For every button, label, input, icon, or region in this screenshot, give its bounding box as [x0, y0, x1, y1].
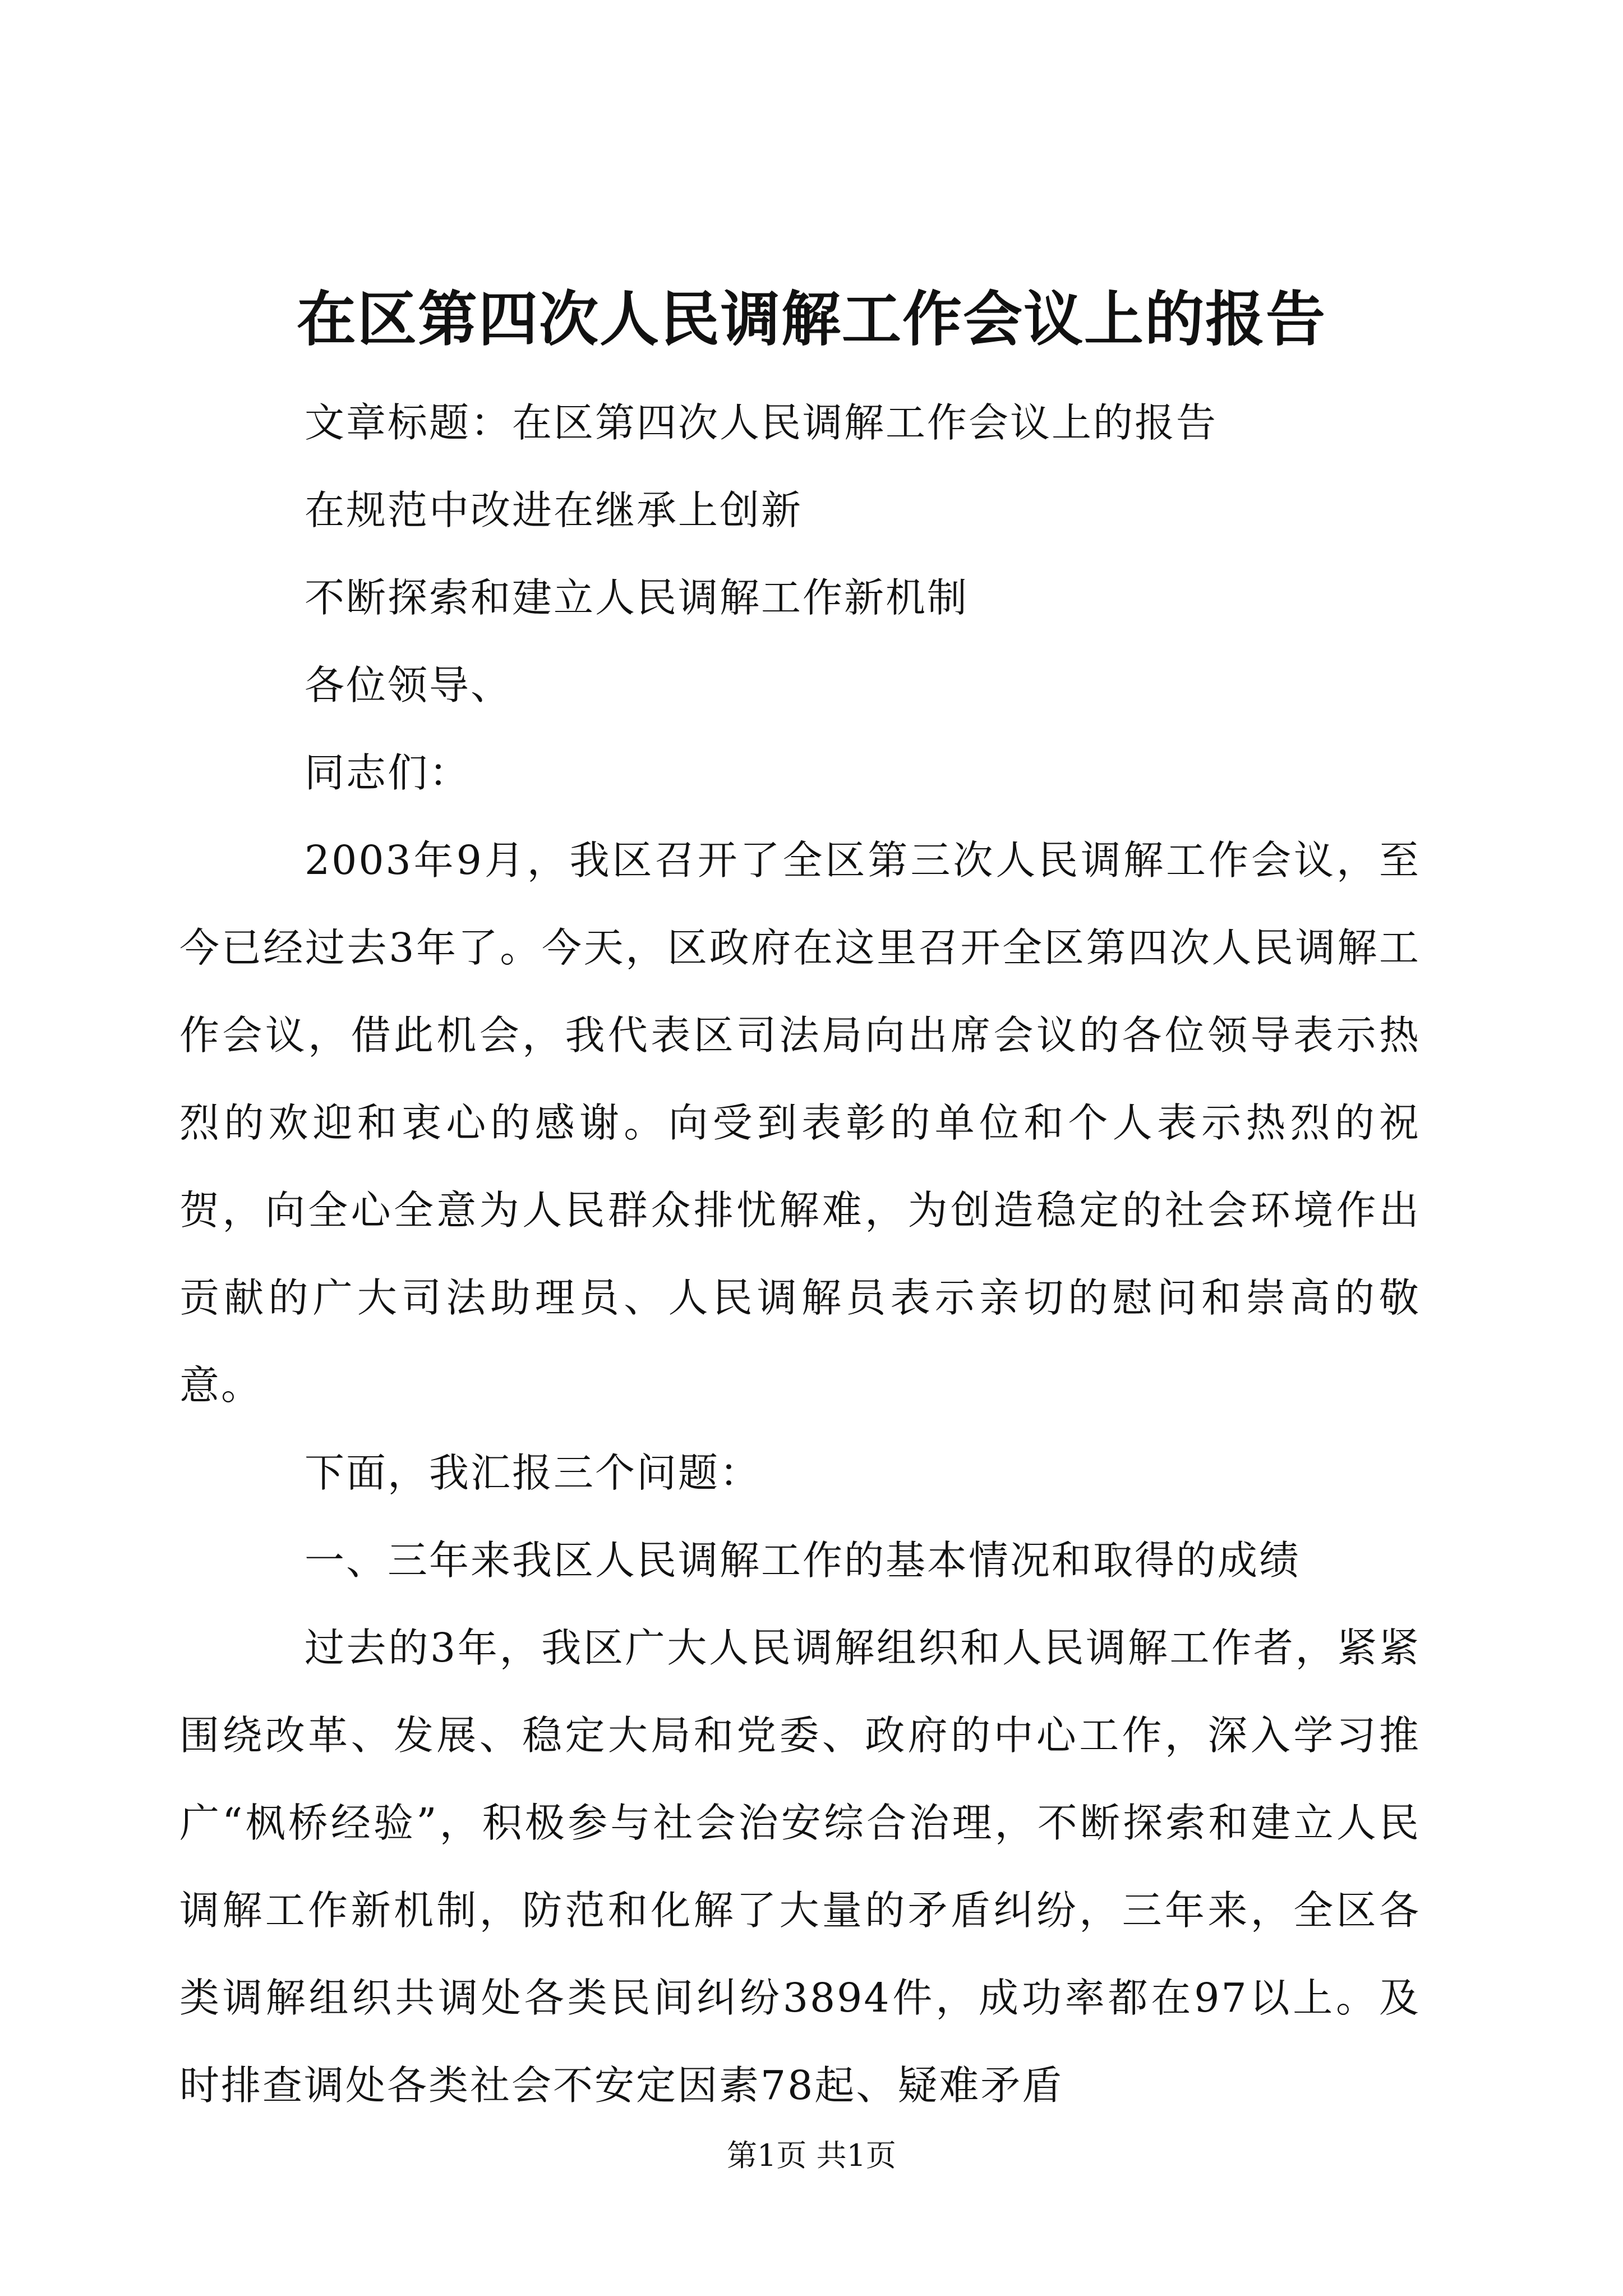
subtitle-line-2: 不断探索和建立人民调解工作新机制	[305, 574, 969, 621]
subtitle-line-1: 在规范中改进在继承上创新	[305, 487, 803, 533]
page-footer: 第1页 共1页	[727, 2138, 896, 2173]
paragraph-opening: 2003年9月，我区召开了全区第三次人民调解工作会议，至今已经过去3年了。今天，区政府在这里召开全区第四次人民调解工作会议，借此机会，我代表区司法局向出席会议的各位领导表示热烈的欢迎和衷心的感谢。向受到表彰的单位和个人表示热烈的祝贺，向全心全意为人民群众排忧解难，为创造稳定的社会环境作出贡献的广大司法助理员、人民调解员表示亲切的慰问和崇高的敬意。	[179, 837, 1421, 1409]
article-title-line: 文章标题：在区第四次人民调解工作会议上的报告	[305, 399, 1218, 446]
salutation-leaders: 各位领导、	[305, 662, 513, 708]
salutation-comrades: 同志们：	[305, 749, 471, 796]
paragraph-agenda: 下面，我汇报三个问题：	[305, 1450, 762, 1496]
document-title: 在区第四次人民调解工作会议上的报告	[297, 284, 1326, 354]
section-heading-1: 一、三年来我区人民调解工作的基本情况和取得的成绩	[305, 1537, 1301, 1584]
paragraph-achievements: 过去的3年，我区广大人民调解组织和人民调解工作者，紧紧围绕改革、发展、稳定大局和党委、政府的中心工作，深入学习推广“枫桥经验”，积极参与社会治安综合治理，不断探索和建立人民调解工作新机制，防范和化解了大量的矛盾纠纷，三年来，全区各类调解组织共调处各类民间纠纷3894件，成功率都在97以上。及时排查调处各类社会不安定因素78起、疑难矛盾	[179, 1625, 1421, 2109]
document-body	[179, 379, 1421, 2129]
